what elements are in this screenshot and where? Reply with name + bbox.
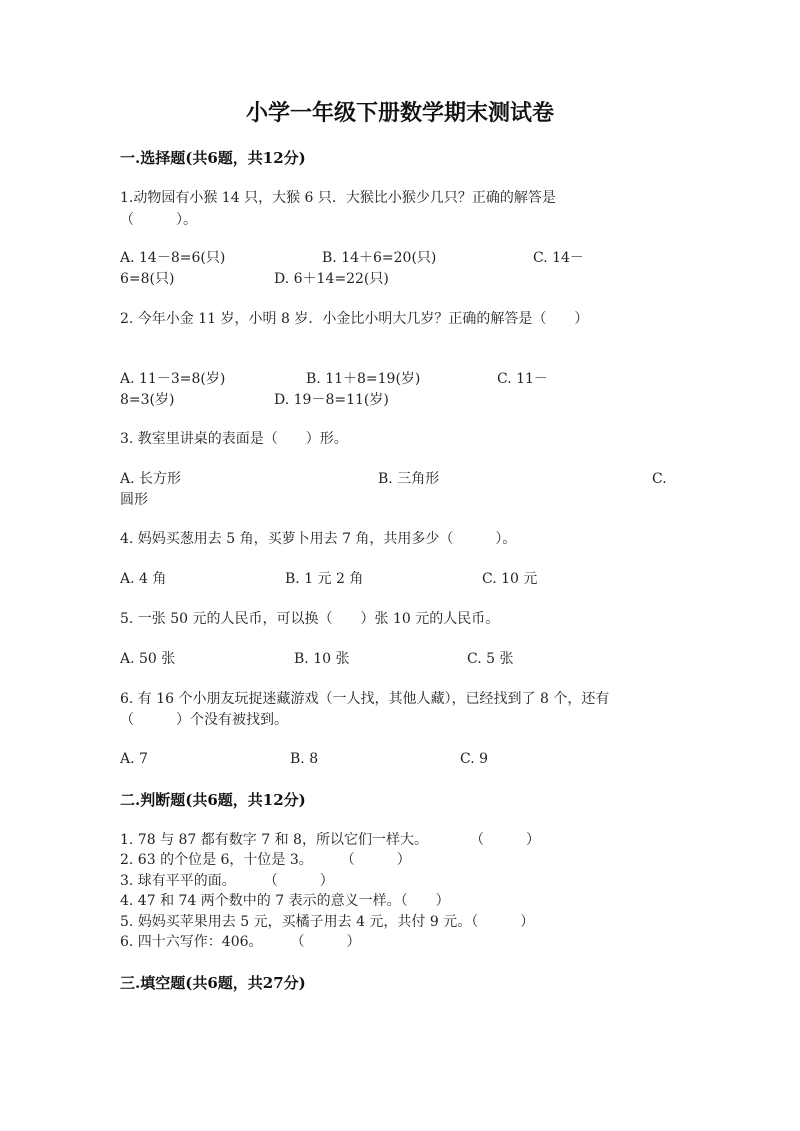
question-5-option-b: B. 10 张 — [294, 651, 350, 667]
question-2-option-c: C. 11－ — [497, 371, 548, 387]
question-3-option-b: B. 三角形 — [378, 471, 440, 487]
judgment-item-2: 2. 63 的个位是 6，十位是 3。 （ ） — [120, 852, 411, 868]
judgment-item-1: 1. 78 与 87 都有数字 7 和 8，所以它们一样大。 （ ） — [120, 832, 540, 848]
question-1-stem: 1.动物园有小猴 14 只，大猴 6 只．大猴比小猴少几只？正确的解答是 — [120, 190, 556, 206]
question-1-option-d: D. 6＋14=22(只) — [274, 271, 389, 287]
question-3-option-c: C. — [652, 471, 667, 487]
section-heading-judgment: 二.判断题(共6题，共12分) — [120, 791, 306, 809]
question-2-option-b: B. 11＋8=19(岁) — [306, 371, 421, 387]
question-2-stem: 2. 今年小金 11 岁，小明 8 岁．小金比小明大几岁？正确的解答是（ ） — [120, 311, 589, 327]
question-1-option-c-cont: 6=8(只) — [120, 271, 175, 287]
judgment-item-3: 3. 球有平平的面。 （ ） — [120, 873, 334, 889]
question-2-option-c-cont: 8=3(岁) — [120, 392, 175, 408]
question-6-option-c: C. 9 — [460, 751, 489, 767]
question-1-option-c: C. 14－ — [533, 250, 584, 266]
question-3-option-c-cont: 圆形 — [120, 492, 148, 508]
question-1-blank: （ ）。 — [120, 212, 197, 228]
section-heading-choice: 一.选择题(共6题，共12分) — [120, 149, 306, 167]
question-2-option-a: A. 11－3=8(岁) — [120, 371, 226, 387]
question-6-option-a: A. 7 — [120, 751, 148, 767]
question-5-option-a: A. 50 张 — [120, 651, 176, 667]
question-4-option-a: A. 4 角 — [120, 571, 167, 587]
question-6-option-b: B. 8 — [290, 751, 319, 767]
judgment-item-5: 5. 妈妈买苹果用去 5 元，买橘子用去 4 元，共付 9 元。（ ） — [120, 914, 535, 930]
question-1-option-a: A. 14－8=6(只) — [120, 250, 226, 266]
page-title: 小学一年级下册数学期末测试卷 — [245, 100, 554, 126]
question-5-option-c: C. 5 张 — [467, 651, 514, 667]
question-2-option-d: D. 19－8=11(岁) — [274, 392, 389, 408]
question-3-option-a: A. 长方形 — [120, 471, 182, 487]
judgment-item-6: 6. 四十六写作：406。 （ ） — [120, 934, 361, 950]
question-4-option-b: B. 1 元 2 角 — [285, 571, 364, 587]
question-1-option-b: B. 14＋6=20(只) — [322, 250, 437, 266]
question-4-option-c: C. 10 元 — [482, 571, 538, 587]
question-4-stem: 4. 妈妈买葱用去 5 角，买萝卜用去 7 角，共用多少（ ）。 — [120, 531, 517, 547]
question-5-stem: 5. 一张 50 元的人民币，可以换（ ）张 10 元的人民币。 — [120, 611, 500, 627]
question-6-stem-cont: （ ）个没有被找到。 — [120, 712, 288, 728]
section-heading-fill-blank: 三.填空题(共6题，共27分) — [120, 974, 306, 992]
question-6-stem: 6. 有 16 个小朋友玩捉迷藏游戏（一人找，其他人藏），已经找到了 8 个，还有 — [120, 691, 610, 707]
question-3-stem: 3. 教室里讲桌的表面是（ ）形。 — [120, 431, 348, 447]
judgment-item-4: 4. 47 和 74 两个数中的 7 表示的意义一样。（ ） — [120, 893, 450, 909]
